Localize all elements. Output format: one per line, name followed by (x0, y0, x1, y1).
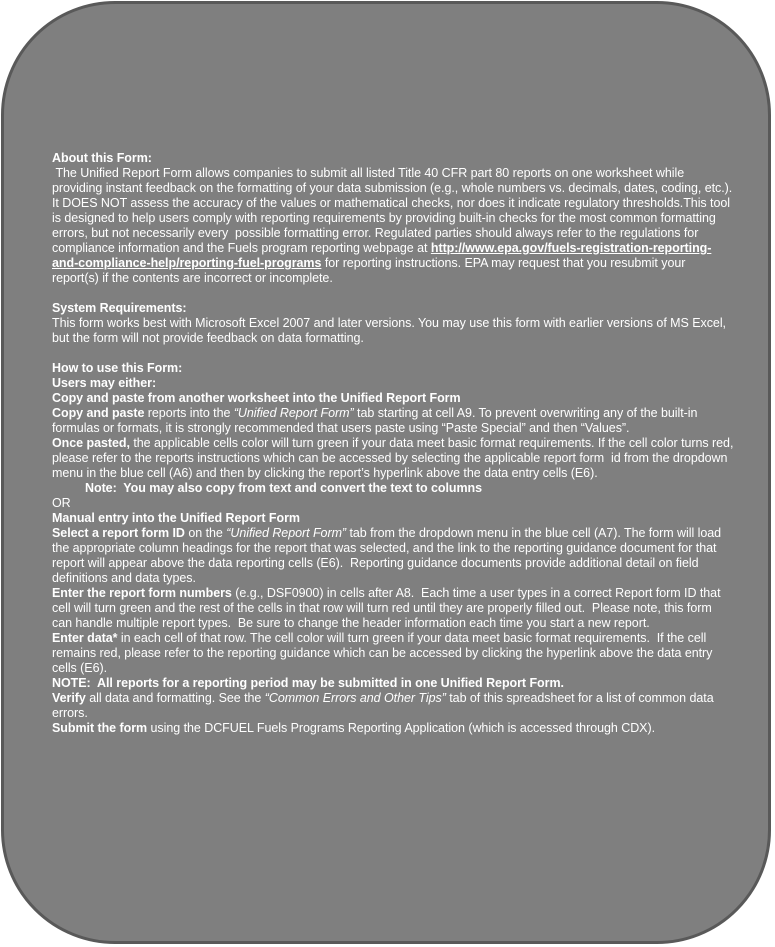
text-run: reports into the (144, 406, 234, 420)
text-run: Copy and paste (52, 406, 145, 420)
note-all-reports-line (52, 676, 734, 691)
text-run: (e.g., DSF0900) in cells after A8. Each time a user types in a correct Report form ID that cell will turn green and the rest of the cells in that row will turn red until they are properly filled out. Please note, this form can handle multiple report types. Be sure to change the header information each time you start a new report. (52, 586, 724, 630)
once-pasted-step (52, 436, 737, 481)
text-run: This form works best with Microsoft Excel 2007 and later versions. You may use this form with earlier versions of MS Excel, but the form will not provide feedback on data formatting. (52, 316, 730, 345)
about-this-form-body (52, 166, 740, 286)
text-run: Submit the form (52, 721, 148, 735)
text-run: for reporting instructions. EPA may request that you resubmit your report(s) if the contents are incorrect or incomplete. (52, 256, 689, 285)
manual-entry-option-heading (52, 511, 734, 526)
text-run: How to use this Form: (52, 361, 183, 375)
text-run: System Requirements: (52, 301, 187, 315)
or-separator (52, 496, 734, 511)
epa-reporting-webpage-link[interactable]: http://www.epa.gov/fuels-registration-reporting-and-compliance-help/reporting-fuel-programs (52, 241, 712, 270)
text-run: Verify (52, 691, 86, 705)
spacer-1 (52, 286, 734, 301)
text-run: NOTE: All reports for a reporting period may be submitted in one Unified Report Form. (52, 676, 564, 690)
text-run: tab of this spreadsheet for a list of common data errors. (52, 691, 718, 720)
about-this-form-heading (52, 151, 734, 166)
text-run: in each cell of that row. The cell color will turn green if your data meet basic format requirements. If the cell remains red, please refer to the reporting guidance which can be accessed by clicking the hyperlink above the data entry cells (E6). (52, 631, 716, 675)
text-run: “Common Errors and Other Tips” (264, 691, 446, 705)
users-may-either-line (52, 376, 734, 391)
text-run: Users may either: (52, 376, 157, 390)
system-requirements-heading (52, 301, 734, 316)
enter-data-step (52, 631, 734, 676)
text-run: Manual entry into the Unified Report Form (52, 511, 300, 525)
text-run: Enter the report form numbers (52, 586, 232, 600)
text-run: the applicable cells color will turn green if your data meet basic format requirements. If the cell color turns red, please refer to the reports instructions which can be accessed by selecting the applicable report form id from the dropdown menu in the blue cell (A6) and then by clicking the report’s hyperlink above the data entry cells (E6). (52, 436, 737, 480)
text-run: OR (52, 496, 71, 510)
text-run: “Unified Report Form” (233, 406, 354, 420)
copy-paste-step (52, 406, 734, 436)
text-run: all data and formatting. See the (85, 691, 265, 705)
select-report-form-id-step (52, 526, 734, 586)
text-run: Enter data* (52, 631, 118, 645)
text-run: Copy and paste from another worksheet into the Unified Report Form (52, 391, 461, 405)
text-run: tab starting at cell A9. To prevent overwriting any of the built-in formulas or formats, it is strongly recommended that users paste using “Paste Special” and then “Values”. (52, 406, 701, 435)
text-run: on the (184, 526, 227, 540)
text-run: About this Form: (52, 151, 152, 165)
text-run: “Unified Report Form” (226, 526, 347, 540)
copy-paste-option-heading (52, 391, 734, 406)
how-to-use-heading (52, 361, 734, 376)
spacer-2 (52, 346, 734, 361)
text-run: tab from the dropdown menu in the blue cell (A7). The form will load the appropriate column headings for the report that was selected, and the link to the reporting guidance document for that report will appear above the data reporting cells (E6). Reporting guidance documents provide additional detail on field definitions and data types. (52, 526, 725, 585)
instructions-text (52, 151, 740, 736)
text-run: using the DCFUEL Fuels Programs Reporting Application (which is accessed through CDX). (147, 721, 656, 735)
verify-step (52, 691, 734, 721)
enter-report-form-numbers-step (52, 586, 734, 631)
submit-step (52, 721, 734, 736)
note-copy-from-text (52, 481, 734, 496)
text-run: Select a report form ID (52, 526, 185, 540)
text-run: Once pasted, (52, 436, 130, 450)
rounded-rectangle-panel (1, 1, 771, 944)
system-requirements-body (52, 316, 734, 346)
text-run: Note: You may also copy from text and convert the text to columns (85, 481, 483, 495)
text-run: The Unified Report Form allows companies to submit all listed Title 40 CFR part 80 reports on one worksheet while providing instant feedback on the formatting of your data submission (e.g., whole numbers vs. decimals, dates, coding, etc.). It DOES NOT assess the accuracy of the values or mathematical checks, nor does it indicate regulatory thresholds.This tool is designed to help users comply with reporting requirements by providing built-in checks for the most common formatting errors, but not necessarily every possible formatting error. Regulated parties should always refer to the regulations for compliance information and the Fuels program reporting webpage at (52, 166, 740, 255)
